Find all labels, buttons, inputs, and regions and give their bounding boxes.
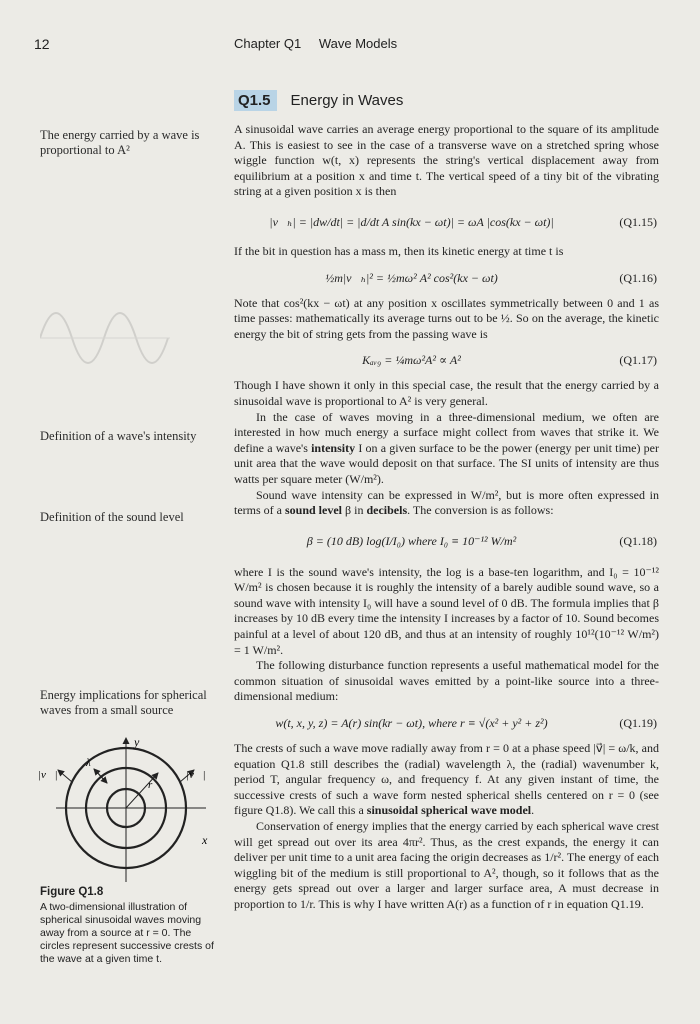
paragraph: Though I have shown it only in this special case, the result that the energy carried by a sinusoidal wave is proportional to A² is very general. xyxy=(234,378,659,408)
margin-note-energy: The energy carried by a wave is proportional to A² xyxy=(40,128,200,157)
chapter-label: Chapter Q1 xyxy=(234,36,302,51)
running-head xyxy=(234,36,397,51)
text-run: . xyxy=(531,803,535,818)
figure-title: Figure Q1.8 xyxy=(40,886,104,898)
paragraph: A sinusoidal wave carries an average energy proportional to the square of its amplitude A. This is easiest to see in the case of a transverse wave on a stretched spring whose wiggle function w(t, x) represents the string's vertical displacement away from equilibrium at a position x and time t. The vertical speed of a tiny bit of the vibrating string at a given position x is then xyxy=(234,122,659,199)
text-run: I on a given surface to be the power (energy per unit time) per unit area that the wave would deposit on that surface. The SI units of intensity are thus watts per square meter (W/m²). xyxy=(234,440,660,486)
term-intensity: intensity xyxy=(311,440,356,455)
figure-caption xyxy=(40,886,220,966)
section-heading xyxy=(234,90,403,111)
equation-q1-18 xyxy=(234,529,659,553)
text-run: β in xyxy=(342,503,367,518)
chapter-title: Wave Models xyxy=(318,36,398,51)
text-run: The crests of such a wave move radially away from r = 0 at a phase speed |v⃗| = ω/k, and equation Q1.8 still describes the (radial) wavelength λ, the (radial) wavenumber k, period T, angular frequency ω, and frequency f. At any given instant of time, the successive crests of such a wave form nested spherical shells centered on r = 0 (see figure Q1.8). We call this a xyxy=(234,741,659,818)
page-number: 12 xyxy=(34,36,50,52)
equation-label: (Q1.15) xyxy=(619,214,657,229)
equation-body: w(t, x, y, z) = A(r) sin(kr − ωt), where r ≡ √(x² + y² + z²) xyxy=(275,716,548,731)
term-spherical-wave-model: sinusoidal spherical wave model xyxy=(366,803,532,818)
paragraph: Note that cos²(kx − ωt) at any position x oscillates symmetrically between 0 and 1 as time passes: mathematically its average turns out to be ½. So on the average, the kinetic energy the bit of string gets from the passing wave is xyxy=(234,295,659,341)
y-label: y xyxy=(134,735,140,749)
equation-label: (Q1.19) xyxy=(619,716,657,731)
equation-label: (Q1.18) xyxy=(619,533,657,548)
text-run: In the case of waves moving in a three-dimensional medium, we often are interested in how much energy a surface might collect from waves that strike it. We define a wave's xyxy=(234,409,659,455)
main-text-column xyxy=(234,122,659,913)
equation-q1-15 xyxy=(234,210,659,234)
figure-q1-8-diagram xyxy=(36,732,222,882)
text-run: . The conversion is as follows: xyxy=(407,503,554,518)
velocity-arrow-left xyxy=(58,770,72,782)
equation-label: (Q1.16) xyxy=(619,270,657,285)
paragraph: where I is the sound wave's intensity, the log is a base-ten logarithm, and I₀ = 10⁻¹² W/m² is chosen because it is roughly the intensity of a barely audible sound wave, so a sound wave with intensity I₀ will have a sound level of 0 dB. The formula implies that β increases by 10 dB every time the intensity I increases by a factor of 10. Sound becomes painful at a level of about 120 dB, and thus at an intensity of roughly 10¹²(10⁻¹² W/m²) = 1 W/m². xyxy=(234,564,659,657)
paragraph: Conservation of energy implies that the energy carried by each spherical wave crest will get spread out over its area 4πr². Thus, as the crest expands, the energy it can deliver per unit time to a unit area facing the origin decreases as 1/r². The energy of each wiggling bit of the medium is still proportional to A², though, so it follows that as the energy gets spread out over a larger and larger surface area, A must decrease in proportion to 1/r. This is why I have written A(r) as a function of r in equation Q1.19. xyxy=(234,819,659,911)
ghost-wave-graphic xyxy=(40,278,170,398)
term-sound-level: sound level xyxy=(284,503,342,518)
equation-body: ½m|v⃗ₕ|² = ½mω² A² cos²(kx − ωt) xyxy=(325,270,498,285)
paragraph-spherical xyxy=(234,741,659,819)
paragraph-sound-level xyxy=(234,488,659,519)
lambda-label: λ xyxy=(86,757,91,769)
section-number: Q1.5 xyxy=(234,90,277,111)
equation-body: β = (10 dB) log(I/I₀) where I₀ ≡ 10⁻¹² W/m² xyxy=(306,533,517,548)
equation-body: Kₐᵥ₉ = ¼mω²A² ∝ A² xyxy=(362,353,461,368)
equation-q1-19 xyxy=(234,711,659,735)
paragraph-intensity xyxy=(234,410,659,488)
equation-q1-16 xyxy=(234,266,659,290)
v-label-right: |v⃗| xyxy=(186,769,206,781)
v-label-left: |v⃗| xyxy=(38,769,58,781)
margin-note-spherical: Energy implications for spherical waves from a small source xyxy=(40,688,207,717)
margin-note-sound-level: Definition of the sound level xyxy=(40,510,184,524)
term-decibels: decibels xyxy=(366,503,408,518)
r-label: r xyxy=(148,779,153,791)
figure-caption-text: A two-dimensional illustration of spherical sinusoidal waves moving away from a source at r = 0. The circles represent successive crests of the wave at a given time t. xyxy=(40,901,214,965)
equation-label: (Q1.17) xyxy=(619,353,657,368)
equation-q1-17 xyxy=(234,348,659,372)
margin-note-intensity: Definition of a wave's intensity xyxy=(40,429,197,443)
text-run: Sound wave intensity can be expressed in W/m², but is more often expressed in terms of a xyxy=(234,487,659,518)
equation-body: |v⃗ₕ| = |dw/dt| = |d/dt A sin(kx − ωt)| = ωA |cos(kx − ωt)| xyxy=(269,214,554,229)
section-title: Energy in Waves xyxy=(290,92,404,109)
paragraph: The following disturbance function represents a useful mathematical model for the common situation of sinusoidal waves emitted by a point-like source into a three-dimensional medium: xyxy=(234,658,659,704)
paragraph: If the bit in question has a mass m, then its kinetic energy at time t is xyxy=(234,243,564,258)
x-label: x xyxy=(202,833,208,847)
